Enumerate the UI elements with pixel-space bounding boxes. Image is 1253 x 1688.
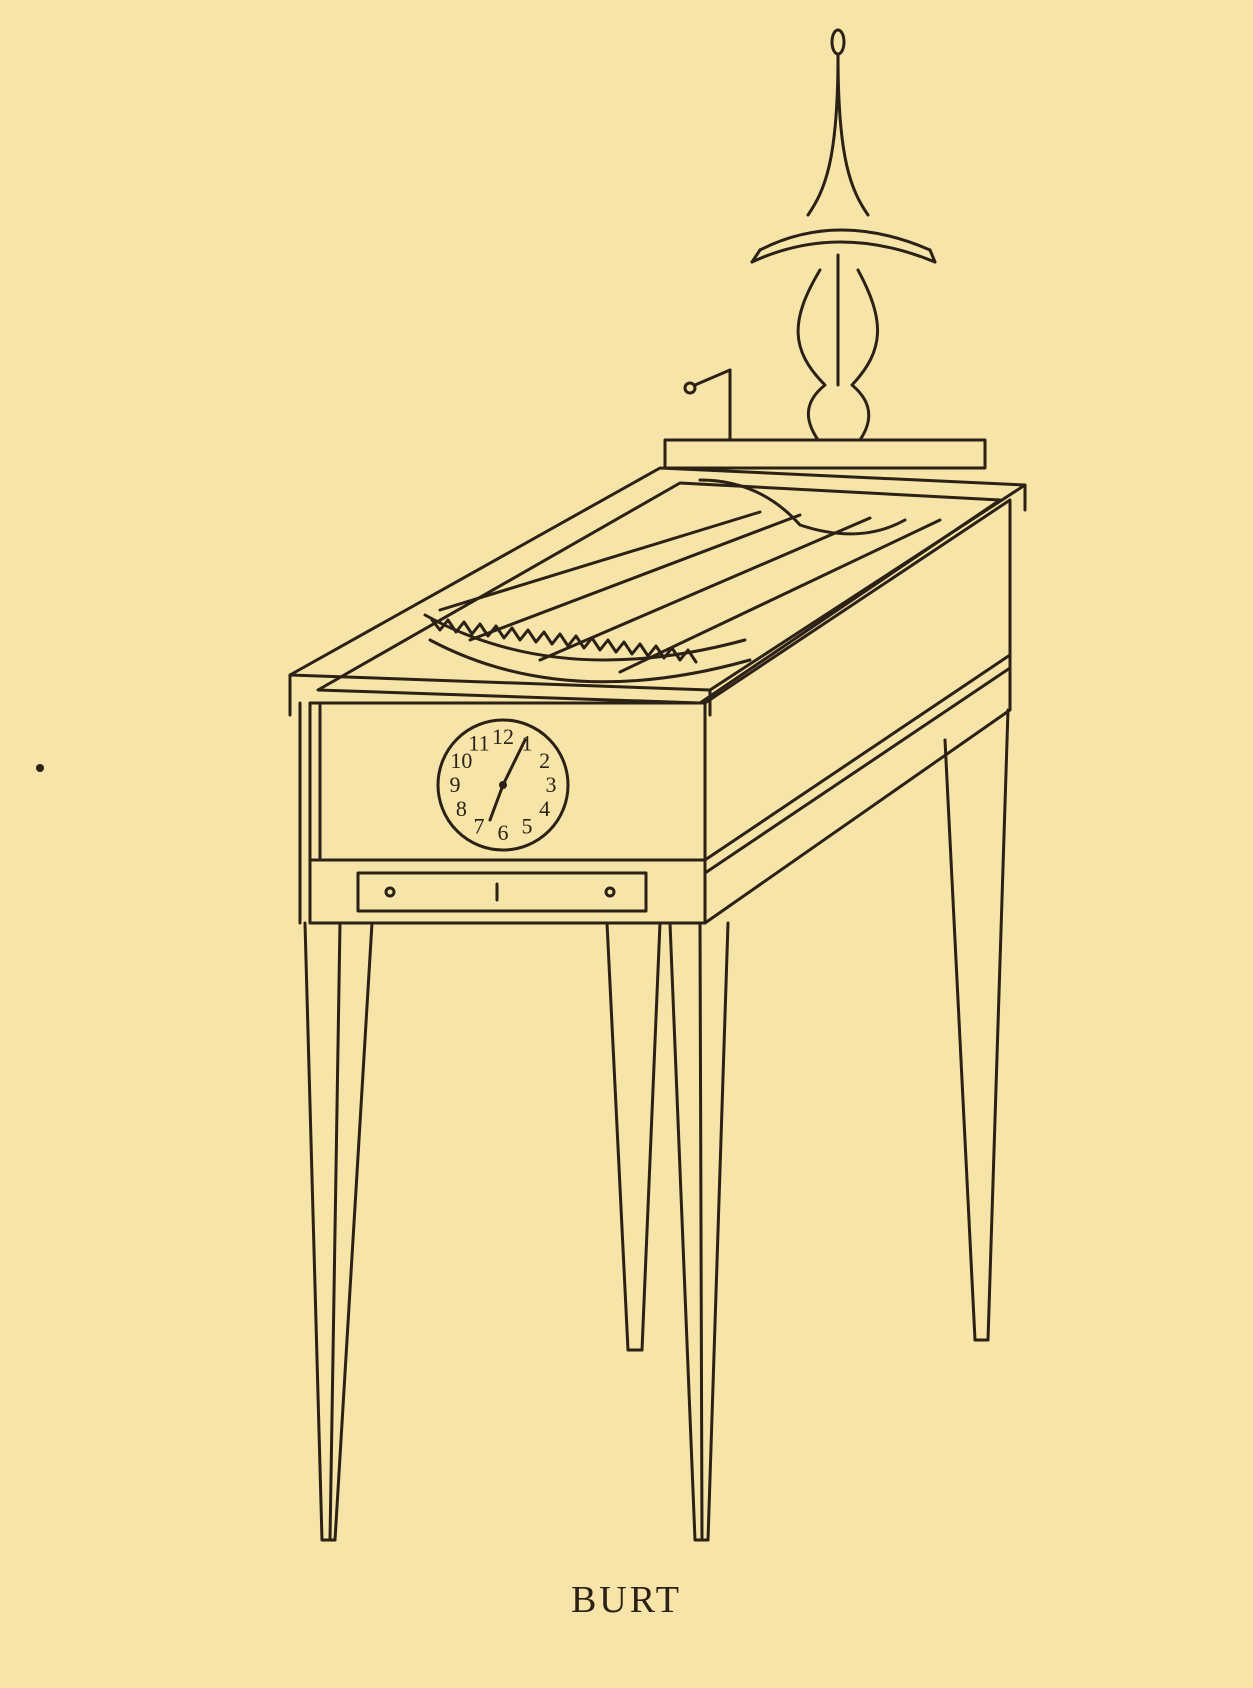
figure-caption: BURT — [570, 1579, 683, 1621]
clock-numeral: 10 — [450, 748, 473, 773]
back-platform — [665, 440, 985, 468]
crank-lever — [685, 370, 730, 440]
stray-ink-dot — [36, 764, 44, 772]
table-legs — [305, 710, 1008, 1540]
clock-numeral: 6 — [497, 820, 509, 845]
clock-numeral: 5 — [521, 813, 533, 839]
clock-numeral: 8 — [455, 796, 467, 821]
clock-numeral: 2 — [539, 748, 551, 773]
clock-numeral: 1 — [521, 730, 533, 756]
drawer — [358, 873, 646, 911]
type-arc — [425, 615, 750, 682]
clock-numeral: 9 — [449, 772, 461, 797]
side-panel — [705, 500, 1010, 923]
clock-numeral: 11 — [468, 730, 490, 756]
clock-face — [438, 720, 568, 850]
clock-numeral: 12 — [492, 724, 514, 749]
clock-numeral: 7 — [473, 813, 485, 839]
clock-numeral: 4 — [539, 796, 551, 821]
index-spire — [752, 30, 935, 440]
clock-numeral: 3 — [545, 772, 557, 797]
